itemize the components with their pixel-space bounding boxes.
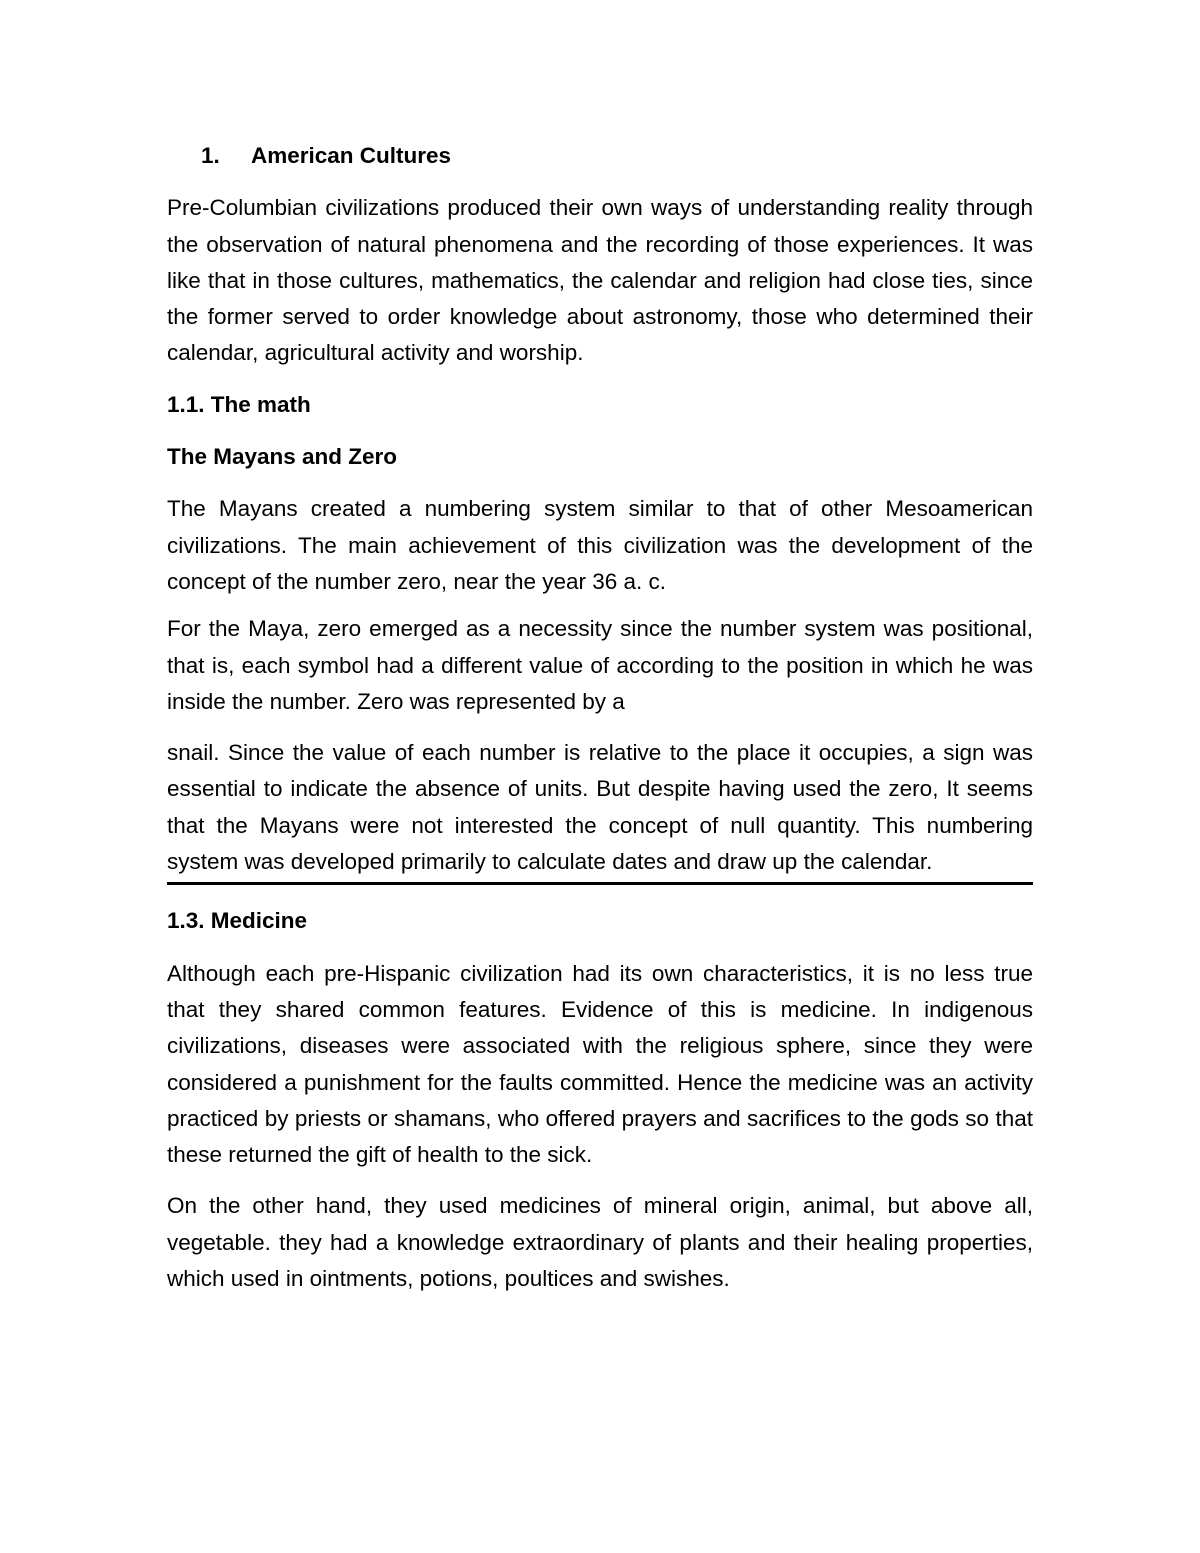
- medicine-paragraph-1: Although each pre-Hispanic civilization had its own characteristics, it is no less true that they shared common features. Evidence of this is medicine. In indigenous civilizations, diseases were associated with the religious sphere, since they were considered a punishment for the faults committed. Hence the medicine was an activity practiced by priests or shamans, who offered prayers and sacrifices to the gods so that these returned the gift of health to the sick.: [167, 960, 1033, 1168]
- intro-paragraph: Pre-Columbian civilizations produced their own ways of understanding reality through the observation of natural phenomena and the recording of those experiences. It was like that in those cultures, mathematics, the calendar and religion had close ties, since the former served to order knowledge about astronomy, those who determined their calendar, agricultural activity and worship.: [167, 195, 1033, 366]
- document-page: [167, 138, 1033, 1312]
- section-title: American Cultures: [251, 143, 452, 168]
- horizontal-divider: [167, 882, 1033, 885]
- section-number: 1.: [201, 143, 220, 168]
- mayans-paragraph-1: The Mayans created a numbering system similar to that of other Mesoamerican civilizations. The main achievement of this civilization was the development of the concept of the number zero, near the year 36 a. c.: [167, 496, 1033, 594]
- medicine-paragraph-2: On the other hand, they used medicines of mineral origin, animal, but above all, vegetable. they had a knowledge extraordinary of plants and their healing properties, which used in ointments, potions, poultices and swishes.: [167, 1193, 1033, 1292]
- subsection-heading-math: 1.1. The math: [167, 391, 311, 417]
- subsection-heading-medicine: 1.3. Medicine: [167, 908, 308, 934]
- section-heading-american-cultures: [201, 138, 1033, 174]
- mayans-paragraph-3: snail. Since the value of each number is relative to the place it occupies, a sign was essential to indicate the absence of units. But despite having used the zero, It seems that the Mayans were not interested the concept of null quantity. This numbering system was developed primarily to calculate dates and draw up the calendar.: [167, 740, 1033, 875]
- subheading-mayans-zero: The Mayans and Zero: [167, 444, 398, 470]
- mayans-paragraph-2: For the Maya, zero emerged as a necessity since the number system was positional, that is, each symbol had a different value of according to the position in which he was inside the number. Zero was represented by a: [167, 616, 1033, 714]
